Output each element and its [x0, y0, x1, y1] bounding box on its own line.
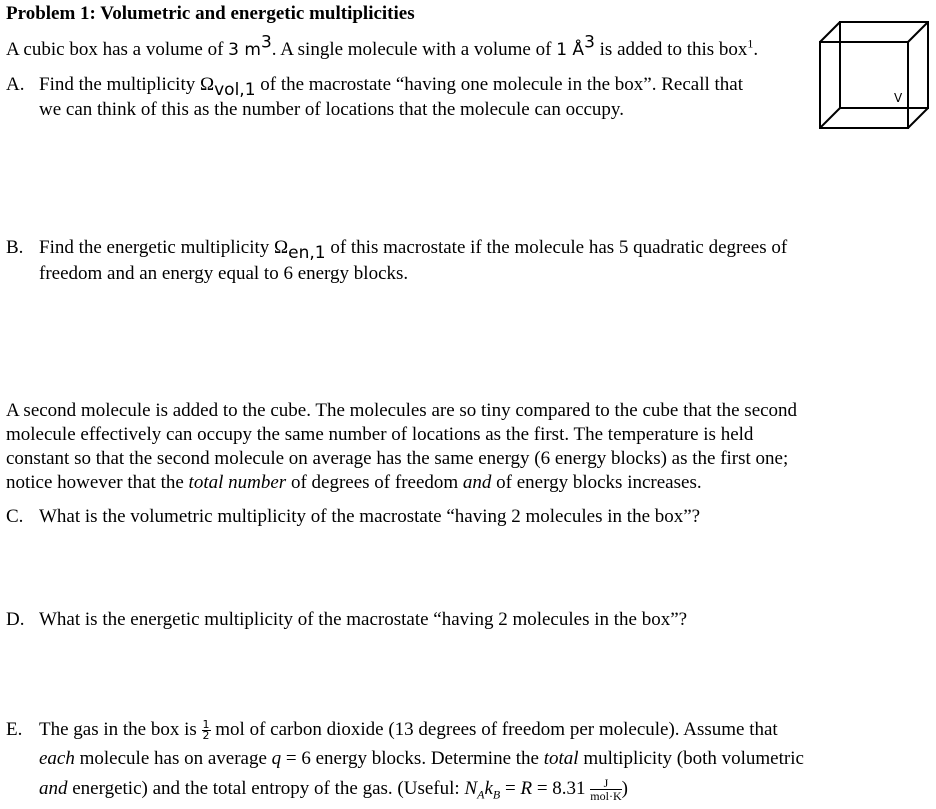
question-c-text: What is the volumetric multiplicity of the macrostate “having 2 molecules in the box”? [39, 506, 701, 527]
question-e-label: E. [6, 719, 23, 740]
paragraph-line: constant so that the second molecule on average has the same energy (6 energy blocks) as the first one; [6, 448, 789, 469]
fraction-half: $\frac{1}{2}$ [202, 718, 210, 743]
footnote-marker: 1 [747, 36, 754, 51]
question-d-label: D. [6, 609, 25, 630]
question-a-text-line2: we can think of this as the number of locations that the molecule can occupy. [39, 99, 624, 120]
cube-figure [818, 18, 932, 130]
question-c-label: C. [6, 506, 24, 527]
question-e-text-line3: and energetic) and the total entropy of the gas. (Useful: $N_Ak_B = R = 8.31$ J mol·K) [39, 776, 628, 803]
question-a-label: A. [6, 74, 25, 95]
unit-fraction: J mol·K [590, 776, 622, 803]
question-b-label: B. [6, 237, 24, 258]
paragraph-line: A second molecule is added to the cube. The molecules are so tiny compared to the cube that the second [6, 400, 798, 421]
question-e-text-line2: each molecule has on average q = 6 energy blocks. Determine the total multiplicity (both volumetric [39, 748, 804, 769]
intro-text: A cubic box has a volume of 3 $m^3$. A single molecule with a volume of 1 $Å^3$ is added to this box$^1$. [6, 32, 759, 60]
question-e-text: The gas in the box is $\frac{1}{2}$ mol of carbon dioxide (13 degrees of freedom per molecule). Assume that [39, 718, 778, 743]
problem-title: Problem 1: Volumetric and energetic multiplicities [6, 3, 415, 24]
paragraph-line: notice however that the total number of degrees of freedom and of energy blocks increases. [6, 472, 702, 493]
question-b-text-line2: freedom and an energy equal to 6 energy blocks. [39, 263, 409, 284]
paragraph-line: molecule effectively can occupy the same number of locations as the first. The temperature is held [6, 424, 754, 445]
question-b-text: Find the energetic multiplicity $\Omega_{en,1}$ of this macrostate if the molecule has 5 quadratic degrees of [39, 237, 788, 263]
volume-label: V [894, 91, 903, 105]
question-a-text: Find the multiplicity $\Omega_{vol,1}$ of the macrostate “having one molecule in the box”. Recall that [39, 74, 744, 100]
question-d-text: What is the energetic multiplicity of the macrostate “having 2 molecules in the box”? [39, 609, 688, 630]
